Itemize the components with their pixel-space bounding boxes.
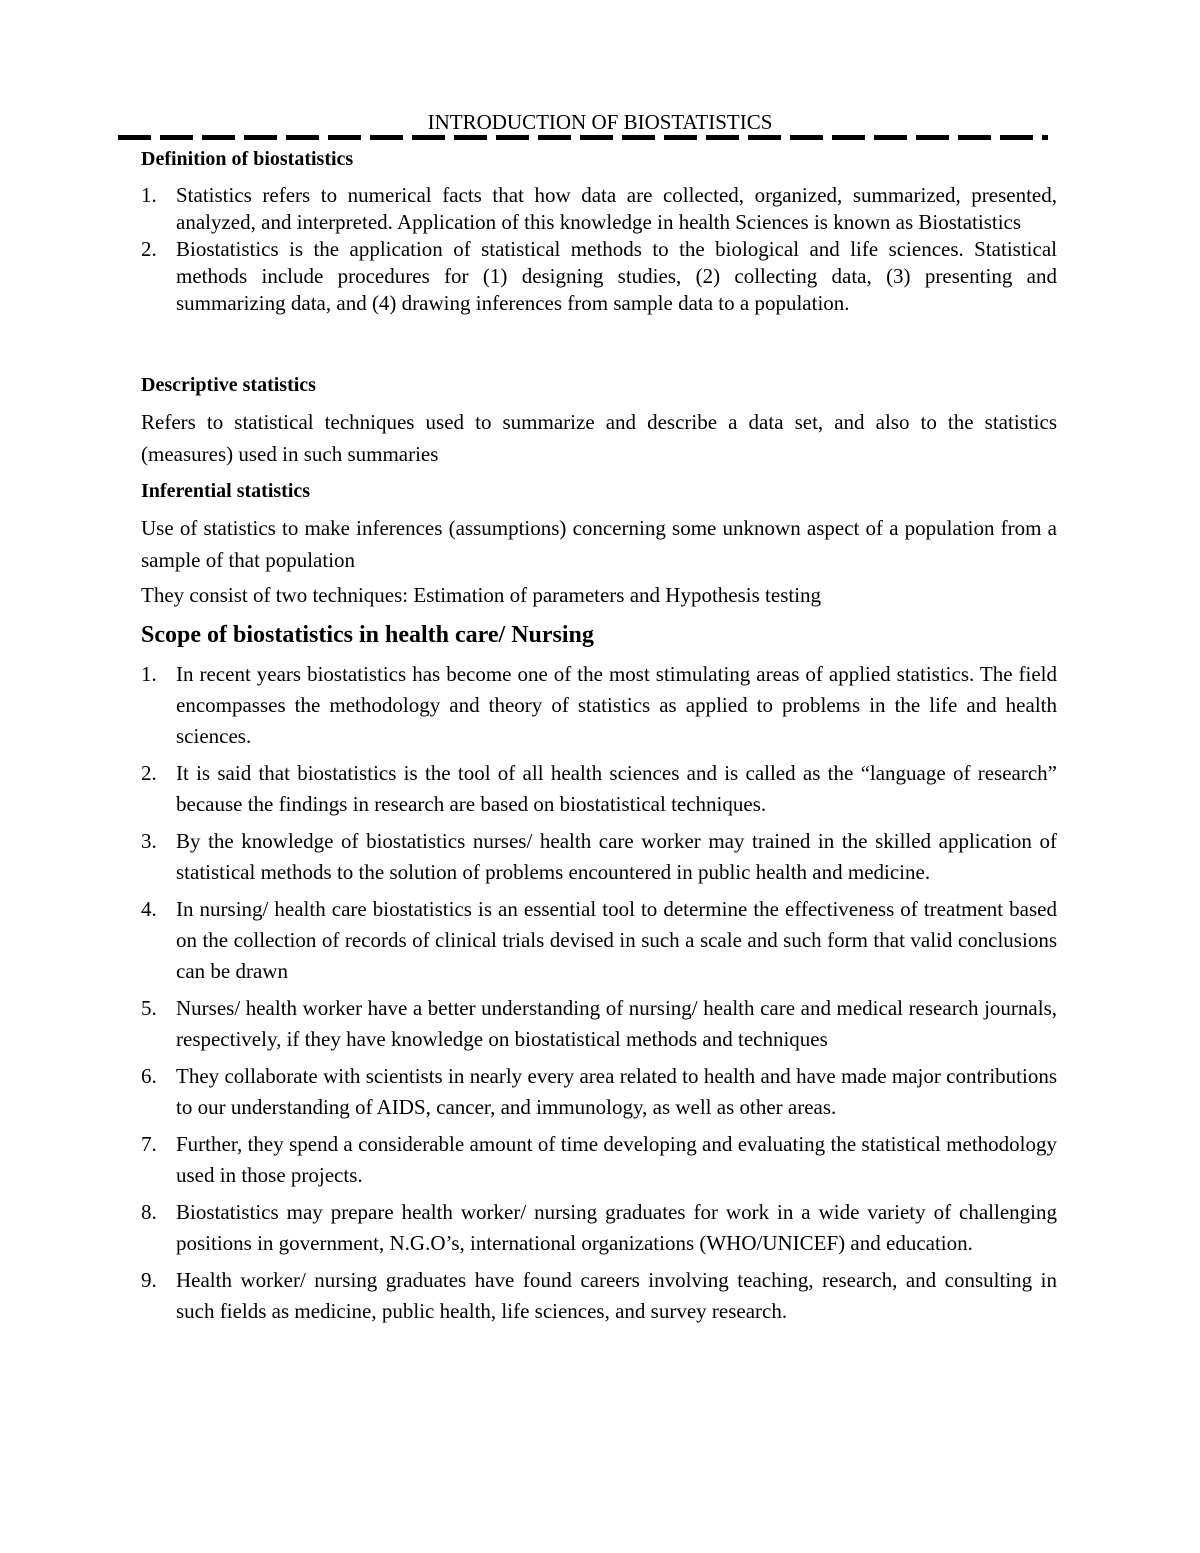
list-item (141, 1129, 1057, 1191)
list-item-text: In nursing/ health care biostatistics is an essential tool to determine the effectiveness of treatment based on the collection of records of clinical trials devised in such a scale and such form that valid conclusions can be drawn (176, 897, 1057, 983)
list-item (141, 1061, 1057, 1123)
list-item-text: By the knowledge of biostatistics nurses/ health care worker may trained in the skilled application of statistical methods to the solution of problems encountered in public health and medicine. (176, 829, 1057, 884)
list-item (141, 826, 1057, 888)
inferential-techniques-paragraph: They consist of two techniques: Estimation of parameters and Hypothesis testing (141, 583, 822, 607)
list-item (141, 894, 1057, 987)
inferential-paragraph: Use of statistics to make inferences (assumptions) concerning some unknown aspect of a population from a sample of that population (141, 516, 1057, 572)
list-item (141, 993, 1057, 1055)
list-number: 6. (141, 1064, 157, 1088)
list-item (141, 182, 1057, 236)
list-item (141, 1197, 1057, 1259)
list-number: 1. (141, 183, 157, 207)
definition-list (141, 182, 1057, 317)
list-item-text: Biostatistics may prepare health worker/ nursing graduates for work in a wide variety of challenging positions in government, N.G.O’s, international organizations (WHO/UNICEF) and education. (176, 1200, 1057, 1255)
list-item-text: Biostatistics is the application of statistical methods to the biological and life sciences. Statistical methods include procedures for (1) designing studies, (2) collecting data, (3) presenting and summarizing data, and (4) drawing inferences from sample data to a population. (176, 237, 1057, 315)
list-number: 1. (141, 662, 157, 686)
definition-heading: Definition of biostatistics (141, 148, 354, 170)
descriptive-paragraph: Refers to statistical techniques used to summarize and describe a data set, and also to the statistics (measures) used in such summaries (141, 410, 1057, 466)
scope-heading: Scope of biostatistics in health care/ Nursing (141, 622, 594, 648)
list-item (141, 236, 1057, 317)
document-title: INTRODUCTION OF BIOSTATISTICS (427, 110, 773, 134)
list-number: 2. (141, 761, 157, 785)
title-dashed-underline (118, 135, 1048, 140)
list-number: 5. (141, 996, 157, 1020)
list-number: 3. (141, 829, 157, 853)
list-number: 8. (141, 1200, 157, 1224)
list-item-text: Further, they spend a considerable amount of time developing and evaluating the statistical methodology used in those projects. (176, 1132, 1057, 1187)
list-number: 7. (141, 1132, 157, 1156)
list-item-text: In recent years biostatistics has become one of the most stimulating areas of applied statistics. The field encompasses the methodology and theory of statistics as applied to problems in the life and health sciences. (176, 662, 1057, 748)
list-number: 9. (141, 1268, 157, 1292)
list-number: 4. (141, 897, 157, 921)
inferential-heading: Inferential statistics (141, 480, 311, 502)
list-item-text: Health worker/ nursing graduates have found careers involving teaching, research, and consulting in such fields as medicine, public health, life sciences, and survey research. (176, 1268, 1057, 1323)
list-number: 2. (141, 237, 157, 261)
list-item (141, 659, 1057, 752)
list-item-text: It is said that biostatistics is the tool of all health sciences and is called as the “language of research” because the findings in research are based on biostatistical techniques. (176, 761, 1057, 816)
list-item-text: Statistics refers to numerical facts that how data are collected, organized, summarized, presented, analyzed, and interpreted. Application of this knowledge in health Sciences is known as Biostatistics (176, 183, 1057, 234)
list-item (141, 758, 1057, 820)
list-item-text: Nurses/ health worker have a better understanding of nursing/ health care and medical research journals, respectively, if they have knowledge on biostatistical methods and techniques (176, 996, 1057, 1051)
scope-list (141, 659, 1057, 1333)
list-item (141, 1265, 1057, 1327)
descriptive-heading: Descriptive statistics (141, 374, 316, 396)
list-item-text: They collaborate with scientists in nearly every area related to health and have made major contributions to our understanding of AIDS, cancer, and immunology, as well as other areas. (176, 1064, 1057, 1119)
